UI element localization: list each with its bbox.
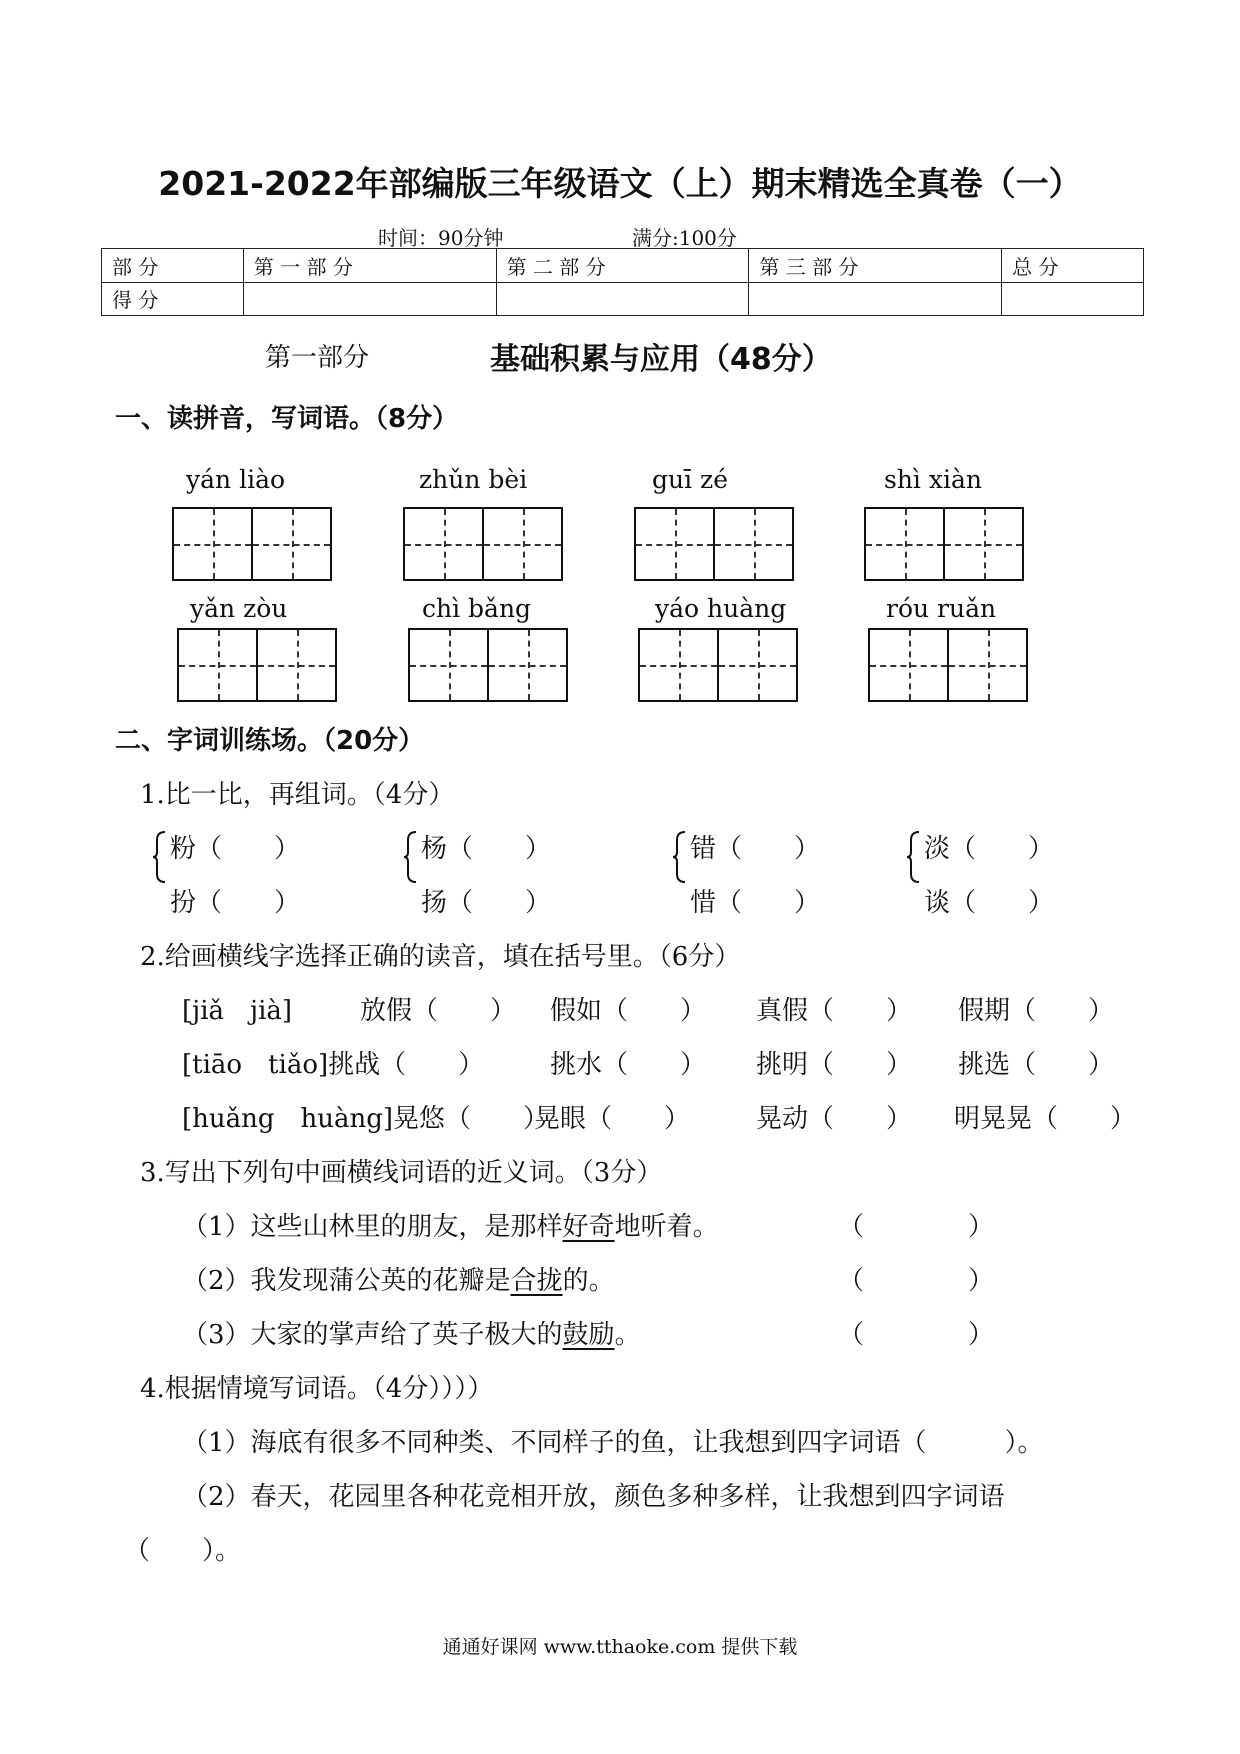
score-blank-cell[interactable] <box>496 282 749 316</box>
writing-grid[interactable] <box>868 628 1028 702</box>
score-header-cell: 第 二 部 分 <box>496 249 749 283</box>
writing-cell[interactable] <box>640 630 717 700</box>
synonym-sentence <box>182 1314 641 1351</box>
compare-word: 粉（ ） <box>170 834 301 864</box>
writing-cell[interactable] <box>410 630 487 700</box>
score-table-score-row <box>102 282 1144 316</box>
sentence-text: （1）这些山林里的朋友，是那样 <box>182 1212 563 1242</box>
sentence-text: 。 <box>614 1320 641 1350</box>
score-header-cell: 部 分 <box>102 249 244 283</box>
writing-cell[interactable] <box>405 509 482 579</box>
pinyin-label: yǎn zòu <box>190 594 288 623</box>
pinyin-label: guī zé <box>652 465 729 494</box>
score-header-cell: 总 分 <box>1002 249 1144 283</box>
brace-icon <box>153 830 167 884</box>
brace-icon <box>673 830 687 884</box>
score-blank-cell[interactable] <box>243 282 496 316</box>
sentence-text: （3）大家的掌声给了英子极大的 <box>182 1320 563 1350</box>
writing-grid[interactable] <box>408 628 568 702</box>
exam-time: 时间：90分钟 <box>378 226 504 250</box>
sentence-text: 地听着。 <box>614 1212 719 1242</box>
score-blank-cell[interactable] <box>749 282 1002 316</box>
sentence-text: 的。 <box>562 1266 615 1296</box>
writing-cell[interactable] <box>870 630 947 700</box>
score-row-label: 得 分 <box>102 282 244 316</box>
pinyin-label: zhǔn bèi <box>419 465 528 494</box>
pinyin-label: yáo huàng <box>655 594 787 623</box>
pronunciation-item: [tiāo tiǎo]挑战（ ） <box>182 1050 485 1080</box>
synonym-sentence <box>182 1260 615 1297</box>
answer-blank[interactable]: （ ） <box>838 1212 995 1242</box>
score-header-cell: 第 一 部 分 <box>243 249 496 283</box>
q1-title: 1.比一比，再组词。（4分） <box>140 780 455 810</box>
synonym-sentence <box>182 1206 719 1243</box>
answer-blank[interactable]: （ ） <box>838 1266 995 1296</box>
writing-cell[interactable] <box>179 630 256 700</box>
pronunciation-item: 放假（ ） <box>360 996 517 1026</box>
writing-cell[interactable] <box>866 509 943 579</box>
writing-cell[interactable] <box>713 509 792 579</box>
writing-cell[interactable] <box>636 509 713 579</box>
writing-cell[interactable] <box>251 509 330 579</box>
writing-cell[interactable] <box>487 630 566 700</box>
brace-icon <box>404 830 418 884</box>
answer-blank[interactable]: （ ） <box>838 1320 995 1350</box>
underlined-word: 合拢 <box>510 1266 563 1296</box>
writing-grid[interactable] <box>864 507 1024 581</box>
context-item: （2）春天，花园里各种花竞相开放，颜色多种多样，让我想到四字词语 <box>182 1482 1005 1512</box>
writing-grid[interactable] <box>403 507 563 581</box>
pronunciation-item: 真假（ ） <box>756 996 913 1026</box>
pinyin-label: shì xiàn <box>884 465 982 494</box>
compare-word: 杨（ ） <box>421 834 552 864</box>
writing-cell[interactable] <box>482 509 561 579</box>
writing-grid[interactable] <box>638 628 798 702</box>
pronunciation-item: 挑选（ ） <box>958 1050 1115 1080</box>
pronunciation-item: 明晃晃（ ） <box>954 1104 1137 1134</box>
score-table-header-row <box>102 249 1144 283</box>
pronunciation-item: 晃眼（ ） <box>534 1104 691 1134</box>
pronunciation-options: [jiǎ jià] <box>182 996 293 1026</box>
q3-title: 3.写出下列句中画横线词语的近义词。（3分） <box>140 1158 663 1188</box>
compare-word: 扮（ ） <box>170 888 301 918</box>
underlined-word: 鼓励 <box>562 1320 615 1350</box>
pinyin-label: róu ruǎn <box>886 594 997 623</box>
score-table <box>101 248 1144 316</box>
pronunciation-item: 假如（ ） <box>550 996 707 1026</box>
exam-full-score: 满分:100分 <box>632 226 737 250</box>
pronunciation-item: 假期（ ） <box>958 996 1115 1026</box>
pronunciation-item: 晃动（ ） <box>756 1104 913 1134</box>
writing-grid[interactable] <box>634 507 794 581</box>
page-footer: 通通好课网 www.tthaoke.com 提供下载 <box>442 1636 798 1658</box>
pronunciation-item: 挑明（ ） <box>756 1050 913 1080</box>
writing-grid[interactable] <box>172 507 332 581</box>
section1-title: 一、读拼音，写词语。（8分） <box>115 404 459 434</box>
score-blank-cell[interactable] <box>1002 282 1144 316</box>
compare-word: 错（ ） <box>690 834 821 864</box>
exam-title: 2021-2022年部编版三年级语文（上）期末精选全真卷（一） <box>158 164 1082 203</box>
q2-title: 2.给画横线字选择正确的读音，填在括号里。（6分） <box>140 942 741 972</box>
writing-cell[interactable] <box>174 509 251 579</box>
compare-word: 惜（ ） <box>690 888 821 918</box>
pinyin-label: yán liào <box>186 465 286 494</box>
pinyin-label: chì bǎng <box>422 594 532 623</box>
writing-cell[interactable] <box>256 630 335 700</box>
context-item: （1）海底有很多不同种类、不同样子的鱼，让我想到四字词语（ ）。 <box>182 1428 1044 1458</box>
part1-label: 第一部分 <box>265 343 370 373</box>
compare-word: 淡（ ） <box>924 834 1055 864</box>
brace-icon <box>907 830 921 884</box>
sentence-text: （2）我发现蒲公英的花瓣是 <box>182 1266 511 1296</box>
score-header-cell: 第 三 部 分 <box>749 249 1002 283</box>
q4-title: 4.根据情境写词语。（4分）））） <box>140 1374 494 1404</box>
context-item-continued: （ ）。 <box>124 1536 242 1566</box>
writing-cell[interactable] <box>947 630 1026 700</box>
writing-cell[interactable] <box>943 509 1022 579</box>
compare-word: 谈（ ） <box>924 888 1055 918</box>
writing-cell[interactable] <box>717 630 796 700</box>
underlined-word: 好奇 <box>562 1212 615 1242</box>
writing-grid[interactable] <box>177 628 337 702</box>
pronunciation-item: [huǎng huàng]晃悠（ ） <box>182 1104 550 1134</box>
section2-title: 二、字词训练场。（20分） <box>115 726 425 756</box>
part1-title: 基础积累与应用（48分） <box>490 342 832 377</box>
pronunciation-item: 挑水（ ） <box>550 1050 707 1080</box>
compare-word: 扬（ ） <box>421 888 552 918</box>
